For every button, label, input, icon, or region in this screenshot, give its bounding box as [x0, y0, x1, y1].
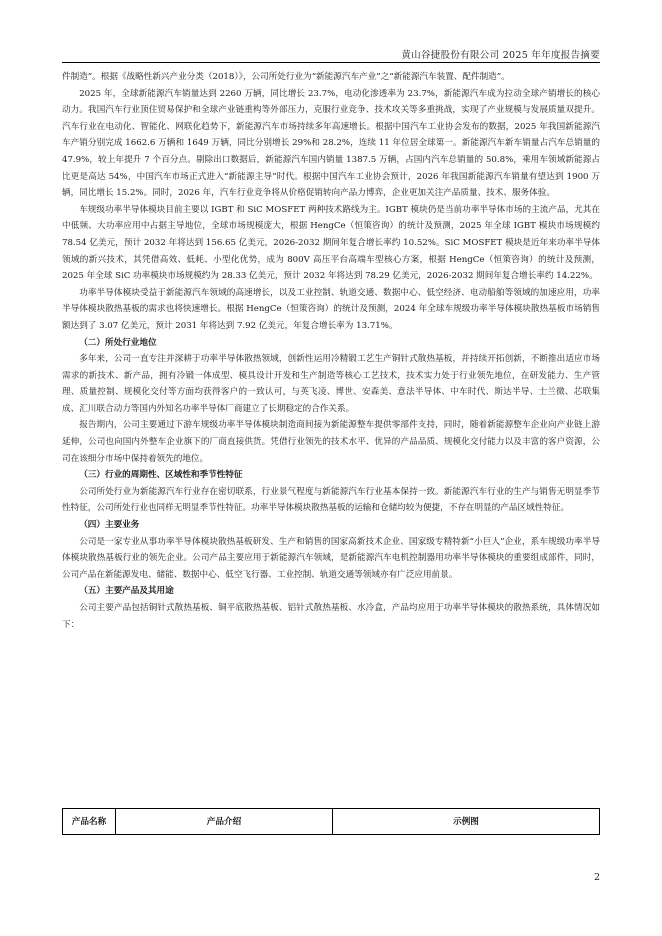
products-table	[62, 808, 600, 835]
table-header-row	[63, 809, 600, 835]
paragraph-continuation: 件制造”。根据《战略性新兴产业分类（2018）》，公司所处行业为“新能源汽车产业”之“新能源汽车装置、配件制造”。	[62, 72, 510, 82]
paragraph-heat-sink-demand: 功率半导体模块受益于新能源汽车领域的高速增长，以及工业控制、轨道交通、数据中心、低空经济、电动船舶等领域的加速应用，功率半导体模块散热基板的需求也将快速增长。根据 HengCe（恒策咨询）的统计及预测，2024 年全球车规级功率半导体模块散热基板市场销售额达到了 3.07 亿美元，预计 2031 年将达到 7.92 亿美元，年复合增长率为 13.71%。	[62, 287, 600, 331]
paragraph-main-products: 公司主要产品包括铜针式散热基板、铜平底散热基板、铝针式散热基板、水冷盒，产品均应用于功率半导体模块的散热系统，具体情况如下：	[62, 603, 600, 630]
paragraph-igbt-sic: 车规级功率半导体模块目前主要以 IGBT 和 SiC MOSFET 两种技术路线为主。IGBT 模块仍是当前功率半导体市场的主流产品，尤其在中低频、大功率应用中占据主导地位，全球市场规模庞大，根据 HengCe（恒策咨询）的统计及预测，2025 年全球 IGBT 模块市场规模约 78.54 亿美元，预计 2032 年将达到 156.65 亿美元，2026-2032 期间年复合增长率约 10.52%。SiC MOSFET 模块是近年来功率半导体领域的新兴技术，其凭借高效、低耗、小型化优势，成为 800V 高压平台高端车型核心方案，根据 HengCe（恒策咨询）的统计及预测，2025 年全球 SiC 功率模块市场规模约为 28.33 亿美元，预计 2032 年将达到 78.29 亿美元，2026-2032 期间年复合增长率约 14.22%。	[62, 204, 600, 282]
column-header-example-image: 示例图	[333, 809, 600, 835]
page-number: 2	[593, 872, 600, 883]
section-heading-main-products: （五）主要产品及其用途	[79, 586, 174, 597]
body-text	[62, 69, 600, 633]
paragraph-main-business: 公司是一家专业从事功率半导体模块散热基板研发、生产和销售的国家高新技术企业、国家级专精特新“小巨人”企业，系车规级功率半导体模块散热基板行业的领先企业。公司产品主要应用于新能源汽车领域，是新能源汽车电机控制器用功率半导体模块的重要组成部件，同时，公司产品在新能源发电、储能、数据中心、低空飞行器、工业控制、轨道交通等领域亦有广泛应用前景。	[62, 536, 600, 580]
paragraph-industry-position: 多年来，公司一直专注并深耕于功率半导体散热领域，创新性运用冷精锻工艺生产铜针式散热基板，并持续开拓创新，不断推出适应市场需求的新技术、新产品，拥有冷锻一体成型、模具设计开发和生产制造等核心工艺技术，技术实力处于行业领先地位，在研发能力、生产管理、质量控制、规模化交付等方面均获得客户的一致认可，与英飞凌、博世、安森美、意法半导体、中车时代、斯达半导、士兰微、芯联集成、汇川联合动力等国内外知名功率半导体厂商建立了长期稳定的合作关系。	[62, 354, 600, 414]
column-header-product-name: 产品名称	[63, 809, 116, 835]
paragraph-cyclicality: 公司所处行业为新能源汽车行业存在密切联系，行业景气程度与新能源汽车行业基本保持一致。新能源汽车行业的生产与销售无明显季节性特征，公司所处行业也同样无明显季节性特征。功率半导体模块散热基板的运输和仓储均较为便捷，不存在明显的产品区域性特征。	[62, 486, 600, 514]
column-header-product-intro: 产品介绍	[116, 809, 333, 835]
section-heading-cyclicality: （三）行业的周期性、区域性和季节性特征	[79, 470, 243, 481]
section-heading-main-business: （四）主要业务	[79, 520, 140, 531]
paragraph-supply-chain: 报告期内，公司主要通过下游车规级功率半导体模块制造商间接为新能源整车提供零部件支持，同时，随着新能源整车企业向产业链上游延伸，公司也向国内外整车企业旗下的厂商直接供货。凭借行业领先的技术水平、优异的产品品质、规模化交付能力以及丰富的客户资源，公司在该细分市场中保持着领先的地位。	[62, 420, 600, 464]
section-heading-industry-position: （二）所处行业地位	[79, 337, 157, 348]
header-rule	[62, 62, 600, 63]
paragraph-nev-market: 2025 年，全球新能源汽车销量达到 2260 万辆，同比增长 23.7%，电动化渗透率为 23.7%，新能源汽车成为拉动全球产销增长的核心动力。我国汽车行业顶住贸易保护和全球产业链重构等外部压力，克服行业竞争、技术攻关等多重挑战，实现了产业规模与发展质量双提升。汽车行业在电动化、智能化、网联化趋势下，新能源汽车市场持续多年高速增长。根据中国汽车工业协会发布的数据，2025 年我国新能源汽车产销分别完成 1662.6 万辆和 1649 万辆，同比分别增长 29%和 28.2%，连续 11 年位居全球第一。新能源汽车新车销量占汽车总销量的 47.9%，较上年提升 7 个百分点。剔除出口数据后，新能源汽车国内销量 1387.5 万辆，占国内汽车总销量的 50.8%，乘用车领域新能源占比更是高达 54%，中国汽车市场正式进入“新能源主导”时代。根据中国汽车工业协会预计，2026 年我国新能源汽车销量有望达到 1900 万辆，同比增长 15.2%。同时，2026 年，汽车行业竞争将从价格促销转向产品力博弈，企业更加关注产品质量、技术、服务体验。	[62, 88, 600, 199]
running-header: 黄山谷捷股份有限公司 2025 年年度报告摘要	[401, 50, 600, 61]
